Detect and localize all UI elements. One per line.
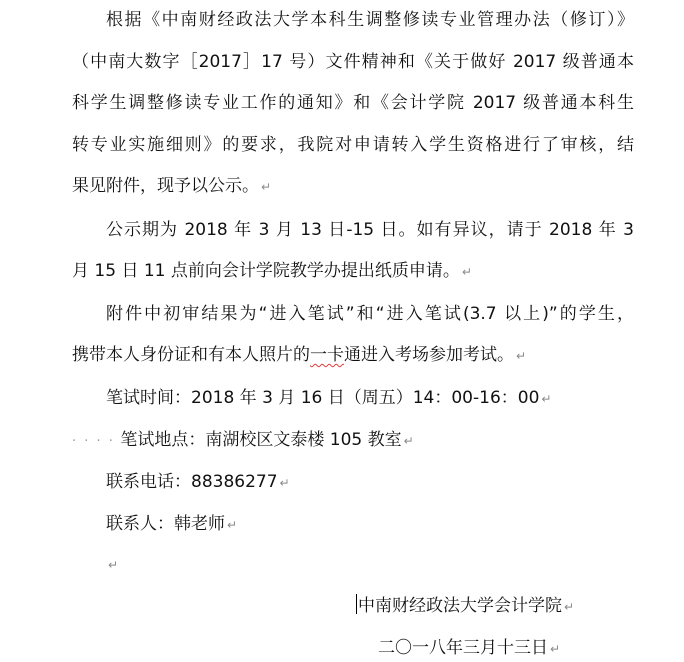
paragraph-3-line-1: 附件中初审结果为“进入笔试”和“进入笔试(3.7 以上)”的学生，	[106, 304, 634, 324]
paragraph-1-line-2: （中南大数字［2017］17 号）文件精神和《关于做好 2017 级普通本	[72, 52, 634, 72]
exam-location-line	[72, 428, 634, 454]
paragraph-mark-icon: ↵	[403, 434, 414, 448]
paragraph-2-line-1: 公示期为 2018 年 3 月 13 日-15 日。如有异议，请于 2018 年 3	[106, 220, 634, 240]
paragraph-mark-icon: ↵	[550, 642, 561, 656]
exam-time-line	[72, 386, 634, 411]
paragraph-2-line-2	[72, 259, 634, 284]
signature-organization: 中南财经政法大学会计学院	[358, 596, 562, 616]
contact-person-line	[72, 512, 634, 537]
paragraph-mark-icon: ↵	[564, 600, 575, 614]
paragraph-2-line-2-text: 月 15 日 11 点前向会计学院教学办提出纸质申请。	[72, 261, 460, 281]
paragraph-mark-icon: ↵	[461, 265, 472, 279]
spellcheck-flag[interactable]: 一卡	[310, 345, 344, 365]
paragraph-1-line-5	[72, 174, 634, 199]
paragraph-1-line-4: 转专业实施细则》的要求，我院对申请转入学生资格进行了审核，结	[72, 135, 634, 155]
signature-organization-line	[356, 594, 574, 619]
contact-phone: 联系电话：88386277	[106, 472, 278, 492]
text-cursor	[356, 594, 357, 614]
empty-paragraph	[72, 552, 634, 577]
paragraph-3-line-2-after: 通进入考场参加考试。	[344, 345, 514, 365]
exam-time: 笔试时间：2018 年 3 月 16 日（周五）14：00-16：00	[106, 388, 540, 408]
paragraph-mark-icon: ↵	[279, 476, 290, 490]
paragraph-mark-icon: ↵	[516, 349, 527, 363]
paragraph-3-line-2	[72, 343, 634, 368]
paragraph-mark-icon: ↵	[261, 180, 272, 194]
tab-leader-dots: · · · ·	[72, 434, 115, 449]
contact-person: 联系人：韩老师	[106, 514, 225, 534]
paragraph-1-line-3: 科学生调整修读专业工作的通知》和《会计学院 2017 级普通本科生	[72, 93, 634, 113]
paragraph-1-line-5-text: 果见附件，现予以公示。	[72, 176, 259, 196]
paragraph-mark-icon: ↵	[227, 518, 238, 532]
signature-date: 二〇一八年三月十三日	[378, 638, 548, 658]
signature-date-line	[378, 636, 560, 661]
paragraph-3-line-2-before: 携带本人身份证和有本人照片的	[72, 345, 310, 365]
paragraph-1-line-1: 根据《中南财经政法大学本科生调整修读专业管理办法（修订）》	[106, 10, 634, 30]
exam-location: 笔试地点：南湖校区文泰楼 105 教室	[120, 430, 402, 450]
paragraph-mark-icon: ↵	[108, 558, 119, 572]
paragraph-mark-icon: ↵	[541, 392, 552, 406]
contact-phone-line	[72, 470, 634, 495]
